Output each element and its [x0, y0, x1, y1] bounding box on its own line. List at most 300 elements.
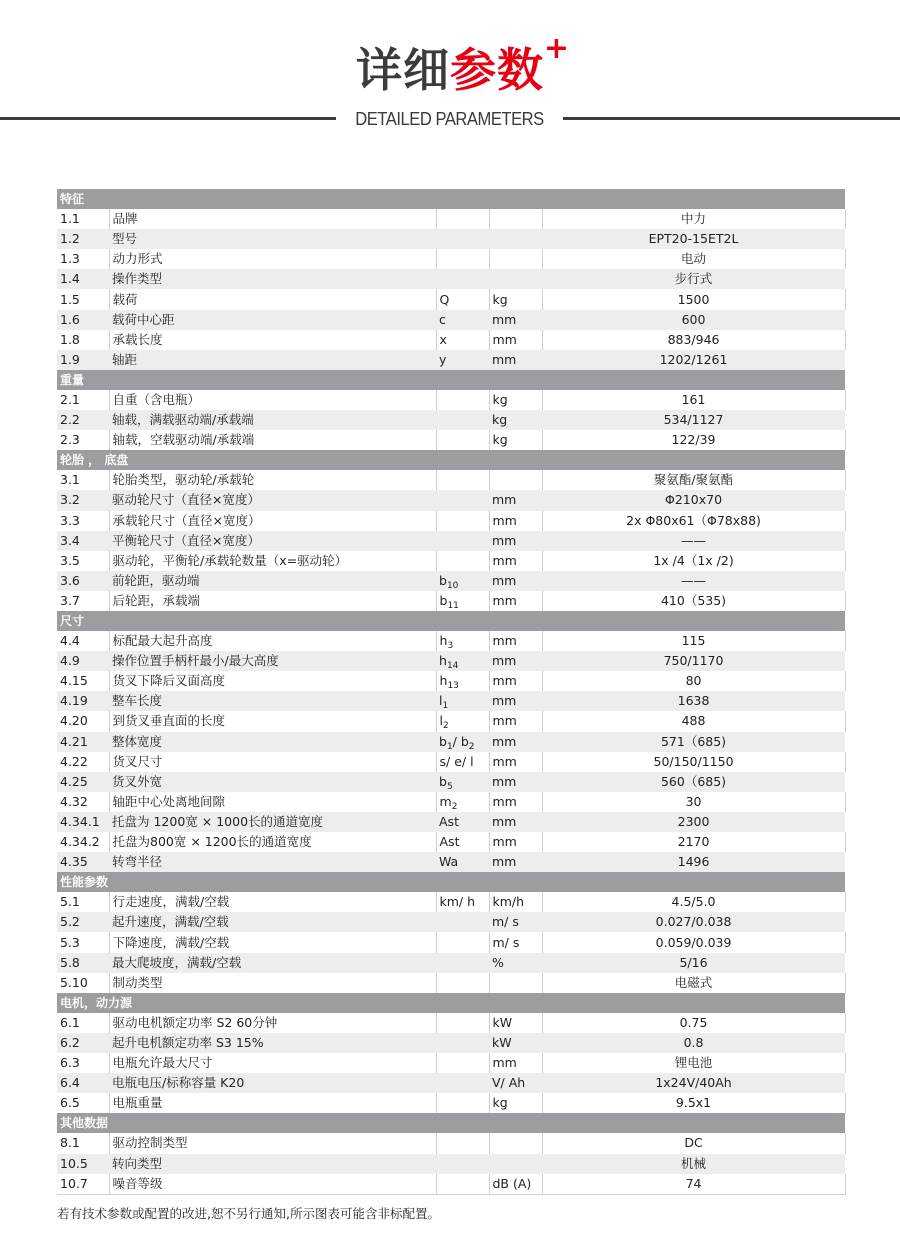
section-title: 特征: [57, 189, 845, 209]
param-number: 5.3: [57, 932, 109, 952]
param-description: 标配最大起升高度: [109, 631, 436, 651]
param-unit: mm: [489, 631, 542, 651]
param-unit: km/h: [489, 892, 542, 912]
symbol-main: Q: [439, 291, 450, 307]
param-number: 8.1: [57, 1133, 109, 1153]
param-unit: mm: [489, 852, 542, 872]
param-number: 6.5: [57, 1093, 109, 1113]
param-value: 161: [542, 390, 845, 410]
table-row: [57, 511, 845, 531]
param-description: 轴载，空载驱动端/承载端: [109, 430, 436, 450]
param-number: 2.2: [57, 410, 109, 430]
param-description: 操作位置手柄杆最小/最大高度: [109, 651, 436, 671]
param-number: 1.4: [57, 269, 109, 289]
param-number: 1.3: [57, 249, 109, 269]
param-value: 中力: [542, 209, 845, 229]
param-unit: mm: [489, 651, 542, 671]
param-value: 600: [542, 310, 845, 330]
param-symbol: [436, 289, 489, 309]
param-number: 4.19: [57, 691, 109, 711]
param-value: 750/1170: [542, 651, 845, 671]
param-value: 步行式: [542, 269, 845, 289]
param-symbol: [436, 249, 489, 269]
param-symbol: [436, 1073, 489, 1093]
param-symbol: [436, 229, 489, 249]
param-number: 2.3: [57, 430, 109, 450]
param-symbol: [436, 651, 489, 671]
param-number: 4.22: [57, 752, 109, 772]
symbol-subscript: 1: [446, 741, 453, 752]
section-title: 其他数据: [57, 1113, 845, 1133]
table-row: [57, 350, 845, 370]
param-number: 4.34.2: [57, 832, 109, 852]
param-value: 410（535): [542, 591, 845, 611]
param-value: 9.5x1: [542, 1093, 845, 1113]
param-value: 5/16: [542, 953, 845, 973]
symbol-subscript: 3: [447, 641, 454, 652]
symbol-main: Ast: [439, 834, 460, 850]
page-subtitle: DETAILED PARAMETERS: [355, 109, 544, 129]
param-symbol: [436, 410, 489, 430]
param-symbol: [436, 390, 489, 410]
divider-right: [563, 117, 900, 120]
param-symbol: [436, 511, 489, 531]
param-description: 操作类型: [109, 269, 436, 289]
param-symbol: [436, 671, 489, 691]
param-unit: mm: [489, 832, 542, 852]
symbol-main: b: [439, 773, 447, 789]
table-row: [57, 651, 845, 671]
param-value: 聚氨酯/聚氨酯: [542, 470, 845, 490]
table-row: [57, 1033, 845, 1053]
table-row: [57, 732, 845, 752]
param-number: 3.2: [57, 490, 109, 510]
table-row: [57, 932, 845, 952]
param-value: 571（685): [542, 732, 845, 752]
table-row: [57, 310, 845, 330]
param-value: ——: [542, 571, 845, 591]
param-unit: kg: [489, 289, 542, 309]
table-row: [57, 691, 845, 711]
table-row: [57, 209, 845, 229]
param-number: 5.10: [57, 973, 109, 993]
param-value: 115: [542, 631, 845, 651]
footer-note: 若有技术参数或配置的改进,恕不另行通知,所示图表可能含非标配置。: [57, 1206, 440, 1221]
param-value: 0.75: [542, 1013, 845, 1033]
param-symbol: [436, 1174, 489, 1195]
table-row: [57, 832, 845, 852]
param-value: 1x /4（1x /2): [542, 551, 845, 571]
param-symbol: [436, 631, 489, 651]
param-value: 1500: [542, 289, 845, 309]
param-description: 驱动轮，平衡轮/承载轮数量（x=驱动轮）: [109, 551, 436, 571]
param-symbol: [436, 953, 489, 973]
section-header: [57, 450, 845, 470]
param-description: 动力形式: [109, 249, 436, 269]
param-number: 1.5: [57, 289, 109, 309]
param-symbol: [436, 1033, 489, 1053]
section-title: 重量: [57, 370, 845, 390]
param-number: 5.8: [57, 953, 109, 973]
table-row: [57, 1013, 845, 1033]
param-unit: mm: [489, 752, 542, 772]
param-number: 3.5: [57, 551, 109, 571]
symbol-subscript: 10: [446, 580, 459, 591]
param-symbol: [436, 912, 489, 932]
table-row: [57, 470, 845, 490]
param-description: 驱动电机额定功率 S2 60分钟: [109, 1013, 436, 1033]
param-description: 驱动控制类型: [109, 1133, 436, 1153]
param-value: 1202/1261: [542, 350, 845, 370]
param-description: 起升电机额定功率 S3 15%: [109, 1033, 436, 1053]
param-unit: kW: [489, 1013, 542, 1033]
param-description: 噪音等级: [109, 1174, 436, 1195]
param-value: 电磁式: [542, 973, 845, 993]
param-number: 1.1: [57, 209, 109, 229]
param-symbol: [436, 832, 489, 852]
param-unit: [489, 1154, 542, 1174]
spec-table-body: [57, 189, 845, 1194]
param-symbol: [436, 732, 489, 752]
param-number: 1.9: [57, 350, 109, 370]
param-value: 560（685): [542, 772, 845, 792]
param-unit: [489, 269, 542, 289]
param-number: 5.2: [57, 912, 109, 932]
table-row: [57, 711, 845, 731]
table-row: [57, 792, 845, 812]
symbol-secondary-subscript: 2: [468, 741, 475, 752]
param-symbol: [436, 1133, 489, 1153]
param-unit: [489, 249, 542, 269]
table-row: [57, 571, 845, 591]
param-number: 6.4: [57, 1073, 109, 1093]
divider-left: [0, 117, 336, 120]
param-description: 货叉外宽: [109, 772, 436, 792]
spec-table: [57, 189, 846, 1195]
param-unit: [489, 229, 542, 249]
symbol-subscript: 1: [442, 701, 449, 712]
param-number: 4.21: [57, 732, 109, 752]
table-row: [57, 631, 845, 651]
param-symbol: [436, 310, 489, 330]
param-value: 534/1127: [542, 410, 845, 430]
symbol-main: y: [439, 351, 447, 367]
section-header: [57, 1113, 845, 1133]
param-unit: dB (A): [489, 1174, 542, 1195]
param-number: 1.8: [57, 330, 109, 350]
param-symbol: [436, 711, 489, 731]
param-unit: %: [489, 953, 542, 973]
symbol-main: l: [439, 713, 443, 729]
param-description: 品牌: [109, 209, 436, 229]
param-description: 电瓶重量: [109, 1093, 436, 1113]
param-value: 锂电池: [542, 1053, 845, 1073]
param-description: 起升速度，满载/空载: [109, 912, 436, 932]
table-row: [57, 892, 845, 912]
param-symbol: [436, 470, 489, 490]
param-description: 载荷中心距: [109, 310, 436, 330]
param-unit: m/ s: [489, 932, 542, 952]
param-number: 10.5: [57, 1154, 109, 1174]
param-value: 488: [542, 711, 845, 731]
section-header: [57, 370, 845, 390]
param-description: 前轮距，驱动端: [109, 571, 436, 591]
symbol-main: b: [439, 572, 447, 588]
symbol-main: x: [439, 331, 447, 347]
section-header: [57, 611, 845, 631]
param-symbol: [436, 430, 489, 450]
symbol-main: m: [439, 793, 452, 809]
param-number: 6.2: [57, 1033, 109, 1053]
param-number: 4.15: [57, 671, 109, 691]
param-unit: kg: [489, 410, 542, 430]
param-unit: mm: [489, 732, 542, 752]
param-unit: mm: [489, 792, 542, 812]
symbol-main: h: [439, 673, 448, 689]
param-description: 平衡轮尺寸（直径×宽度）: [109, 531, 436, 551]
param-description: 货叉下降后叉面高度: [109, 671, 436, 691]
table-row: [57, 1133, 845, 1153]
table-row: [57, 249, 845, 269]
param-number: 4.9: [57, 651, 109, 671]
param-description: 轴距中心处离地间隙: [109, 792, 436, 812]
param-unit: m/ s: [489, 912, 542, 932]
param-symbol: [436, 1093, 489, 1113]
param-description: 最大爬坡度，满载/空载: [109, 953, 436, 973]
param-number: 5.1: [57, 892, 109, 912]
symbol-main: Wa: [439, 854, 459, 870]
symbol-main: s/ e/ l: [439, 753, 474, 769]
param-unit: V/ Ah: [489, 1073, 542, 1093]
section-title: 尺寸: [57, 611, 845, 631]
table-row: [57, 289, 845, 309]
param-description: 轴距: [109, 350, 436, 370]
page-title: [356, 31, 570, 100]
param-number: 4.20: [57, 711, 109, 731]
table-row: [57, 1154, 845, 1174]
param-value: 电动: [542, 249, 845, 269]
table-row: [57, 671, 845, 691]
param-unit: mm: [489, 511, 542, 531]
param-description: 电瓶允许最大尺寸: [109, 1053, 436, 1073]
param-description: 行走速度，满载/空载: [109, 892, 436, 912]
param-description: 承载长度: [109, 330, 436, 350]
table-row: [57, 912, 845, 932]
table-row: [57, 551, 845, 571]
symbol-main: l: [439, 693, 443, 709]
param-symbol: [436, 892, 489, 912]
table-row: [57, 269, 845, 289]
param-value: EPT20-15ET2L: [542, 229, 845, 249]
symbol-main: b: [439, 733, 447, 749]
param-number: 4.34.1: [57, 812, 109, 832]
title-dark-part: 详细: [356, 43, 450, 97]
param-unit: [489, 1133, 542, 1153]
param-symbol: [436, 209, 489, 229]
table-row: [57, 591, 845, 611]
param-number: 10.7: [57, 1174, 109, 1195]
param-description: 轮胎类型，驱动轮/承载轮: [109, 470, 436, 490]
param-unit: kW: [489, 1033, 542, 1053]
section-header: [57, 189, 845, 209]
param-value: ——: [542, 531, 845, 551]
param-value: 0.059/0.039: [542, 932, 845, 952]
symbol-main: h: [439, 633, 448, 649]
param-unit: kg: [489, 1093, 542, 1113]
table-row: [57, 390, 845, 410]
param-value: 4.5/5.0: [542, 892, 845, 912]
param-value: 50/150/1150: [542, 752, 845, 772]
title-red-part: 参数: [450, 43, 544, 97]
param-number: 6.1: [57, 1013, 109, 1033]
param-description: 下降速度，满载/空载: [109, 932, 436, 952]
param-symbol: [436, 490, 489, 510]
symbol-subscript: 2: [451, 801, 458, 812]
param-symbol: [436, 752, 489, 772]
symbol-subscript: 13: [447, 681, 459, 692]
param-unit: mm: [489, 1053, 542, 1073]
param-unit: mm: [489, 812, 542, 832]
param-unit: mm: [489, 691, 542, 711]
param-description: 电瓶电压/标称容量 K20: [109, 1073, 436, 1093]
param-value: 机械: [542, 1154, 845, 1174]
param-number: 3.7: [57, 591, 109, 611]
param-value: DC: [542, 1133, 845, 1153]
param-unit: mm: [489, 671, 542, 691]
param-value: 0.8: [542, 1033, 845, 1053]
section-title: 轮胎 ， 底盘: [57, 450, 845, 470]
param-unit: mm: [489, 551, 542, 571]
param-value: 2300: [542, 812, 845, 832]
param-description: 到货叉垂直面的长度: [109, 711, 436, 731]
param-description: 整车长度: [109, 691, 436, 711]
param-unit: mm: [489, 711, 542, 731]
section-header: [57, 993, 845, 1013]
param-symbol: [436, 269, 489, 289]
param-symbol: [436, 591, 489, 611]
param-unit: mm: [489, 531, 542, 551]
param-unit: mm: [489, 490, 542, 510]
param-number: 1.2: [57, 229, 109, 249]
param-number: 4.35: [57, 852, 109, 872]
param-number: 4.25: [57, 772, 109, 792]
table-row: [57, 752, 845, 772]
param-unit: mm: [489, 772, 542, 792]
symbol-subscript: 14: [446, 661, 459, 672]
param-symbol: [436, 932, 489, 952]
param-description: 载荷: [109, 289, 436, 309]
param-symbol: [436, 350, 489, 370]
symbol-secondary: / b: [452, 733, 469, 749]
table-row: [57, 772, 845, 792]
param-description: 托盘为800宽 × 1200长的通道宽度: [109, 832, 436, 852]
param-number: 2.1: [57, 390, 109, 410]
param-description: 货叉尺寸: [109, 752, 436, 772]
param-unit: kg: [489, 430, 542, 450]
param-unit: mm: [489, 350, 542, 370]
param-symbol: [436, 792, 489, 812]
param-value: 122/39: [542, 430, 845, 450]
table-row: [57, 973, 845, 993]
param-value: 30: [542, 792, 845, 812]
param-symbol: [436, 531, 489, 551]
param-unit: [489, 470, 542, 490]
table-row: [57, 229, 845, 249]
symbol-main: Ast: [439, 813, 459, 829]
param-number: 3.1: [57, 470, 109, 490]
subtitle-row: [0, 106, 900, 132]
param-description: 制动类型: [109, 973, 436, 993]
section-header: [57, 872, 845, 892]
table-row: [57, 430, 845, 450]
table-row: [57, 1053, 845, 1073]
param-value: 1638: [542, 691, 845, 711]
param-symbol: [436, 551, 489, 571]
param-value: 2170: [542, 832, 845, 852]
plus-icon: +: [543, 31, 570, 66]
param-value: 2x Φ80x61（Φ78x88): [542, 511, 845, 531]
param-number: 3.6: [57, 571, 109, 591]
section-title: 性能参数: [57, 872, 845, 892]
param-number: 3.4: [57, 531, 109, 551]
param-description: 整体宽度: [109, 732, 436, 752]
param-unit: mm: [489, 330, 542, 350]
section-title: 电机，动力源: [57, 993, 845, 1013]
param-unit: [489, 209, 542, 229]
symbol-main: b: [439, 592, 448, 608]
param-symbol: [436, 691, 489, 711]
param-unit: [489, 973, 542, 993]
param-symbol: [436, 973, 489, 993]
table-row: [57, 1093, 845, 1113]
param-number: 3.3: [57, 511, 109, 531]
table-row: [57, 812, 845, 832]
table-row: [57, 1174, 845, 1195]
param-description: 型号: [109, 229, 436, 249]
param-symbol: [436, 571, 489, 591]
param-description: 转向类型: [109, 1154, 436, 1174]
symbol-main: h: [439, 653, 447, 669]
table-row: [57, 410, 845, 430]
param-description: 后轮距，承载端: [109, 591, 436, 611]
param-value: 1x24V/40Ah: [542, 1073, 845, 1093]
param-symbol: [436, 1053, 489, 1073]
param-unit: mm: [489, 310, 542, 330]
table-row: [57, 531, 845, 551]
param-description: 托盘为 1200宽 × 1000长的通道宽度: [109, 812, 436, 832]
param-value: 883/946: [542, 330, 845, 350]
param-symbol: [436, 852, 489, 872]
param-symbol: [436, 812, 489, 832]
param-description: 转弯半径: [109, 852, 436, 872]
param-symbol: [436, 1013, 489, 1033]
param-number: 6.3: [57, 1053, 109, 1073]
table-row: [57, 1073, 845, 1093]
param-description: 驱动轮尺寸（直径×宽度）: [109, 490, 436, 510]
param-number: 4.32: [57, 792, 109, 812]
symbol-subscript: 11: [447, 600, 459, 611]
param-symbol: [436, 330, 489, 350]
param-value: 1496: [542, 852, 845, 872]
table-row: [57, 852, 845, 872]
param-value: Φ210x70: [542, 490, 845, 510]
param-symbol: [436, 772, 489, 792]
param-number: 1.6: [57, 310, 109, 330]
symbol-main: c: [439, 311, 446, 327]
param-unit: mm: [489, 591, 542, 611]
symbol-subscript: 2: [442, 721, 449, 732]
param-value: 0.027/0.038: [542, 912, 845, 932]
